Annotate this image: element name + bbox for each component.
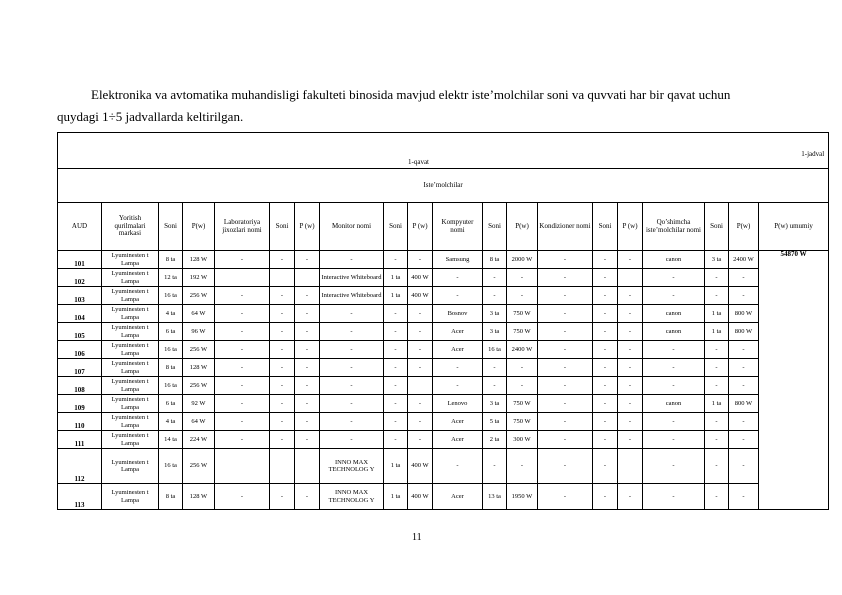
cell-light: Lyuminesten t Lampa xyxy=(102,269,159,287)
cell-lab: - xyxy=(215,323,270,341)
cell-p6: - xyxy=(729,359,759,377)
cell-light: Lyuminesten t Lampa xyxy=(102,305,159,323)
consumers-label: Iste’molchilar xyxy=(58,169,829,203)
cell-ext: canon xyxy=(643,305,705,323)
cell-p5: - xyxy=(618,431,643,449)
cell-n4: 16 ta xyxy=(483,341,507,359)
cell-mon: - xyxy=(320,323,384,341)
column-header: Soni xyxy=(384,203,408,251)
cell-pc: Acer xyxy=(433,413,483,431)
cell-p5: - xyxy=(618,251,643,269)
cell-p6: - xyxy=(729,269,759,287)
cell-p5: - xyxy=(618,395,643,413)
cell-p3: - xyxy=(408,305,433,323)
cell-p5: - xyxy=(618,287,643,305)
cell-mon: INNO MAX TECHNOLOG Y xyxy=(320,449,384,484)
cell-n2: - xyxy=(270,341,295,359)
table-row xyxy=(58,305,829,323)
column-header: Qo’shimcha iste’molchilar nomi xyxy=(643,203,705,251)
table-row xyxy=(58,395,829,413)
cell-mon: - xyxy=(320,251,384,269)
cell-p6: 800 W xyxy=(729,395,759,413)
cell-n3: 1 ta xyxy=(384,269,408,287)
cell-p4: 1950 W xyxy=(507,484,538,510)
cell-n5: - xyxy=(593,287,618,305)
column-header: P(w) xyxy=(507,203,538,251)
cell-n6: 1 ta xyxy=(705,305,729,323)
column-header: Soni xyxy=(593,203,618,251)
cell-n1: 16 ta xyxy=(159,341,183,359)
cell-n6: 3 ta xyxy=(705,251,729,269)
column-header: Soni xyxy=(483,203,507,251)
cell-light: Lyuminesten t Lampa xyxy=(102,449,159,484)
cell-lab: - xyxy=(215,377,270,395)
cell-p3: - xyxy=(408,431,433,449)
cell-p2: - xyxy=(295,377,320,395)
cell-p3 xyxy=(408,377,433,395)
cell-p1: 128 W xyxy=(183,359,215,377)
column-header: P (w) xyxy=(408,203,433,251)
cell-lab: - xyxy=(215,305,270,323)
cell-ac: - xyxy=(538,287,593,305)
cell-n3: - xyxy=(384,251,408,269)
cell-p4: - xyxy=(507,377,538,395)
cell-lab: - xyxy=(215,287,270,305)
cell-mon: - xyxy=(320,305,384,323)
cell-n3: - xyxy=(384,395,408,413)
cell-p2 xyxy=(295,269,320,287)
cell-p4: - xyxy=(507,287,538,305)
cell-mon: - xyxy=(320,395,384,413)
cell-n6: 1 ta xyxy=(705,323,729,341)
cell-n6: - xyxy=(705,377,729,395)
column-header: P(w) umumiy xyxy=(759,203,829,251)
cell-p2: - xyxy=(295,484,320,510)
cell-pc: - xyxy=(433,359,483,377)
cell-n5: - xyxy=(593,431,618,449)
cell-p3: 400 W xyxy=(408,449,433,484)
cell-ext: - xyxy=(643,449,705,484)
cell-n1: 12 ta xyxy=(159,269,183,287)
cell-ac: - xyxy=(538,323,593,341)
cell-light: Lyuminesten t Lampa xyxy=(102,431,159,449)
cell-n2: - xyxy=(270,431,295,449)
cell-mon: INNO MAX TECHNOLOG Y xyxy=(320,484,384,510)
consumers-row xyxy=(58,169,829,203)
cell-p5: - xyxy=(618,341,643,359)
cell-p1: 256 W xyxy=(183,449,215,484)
cell-pc: Acer xyxy=(433,484,483,510)
cell-n2: - xyxy=(270,395,295,413)
cell-ac: - xyxy=(538,431,593,449)
cell-p6: 800 W xyxy=(729,323,759,341)
table-row xyxy=(58,431,829,449)
cell-n5: - xyxy=(593,269,618,287)
cell-mon: - xyxy=(320,359,384,377)
cell-n3: 1 ta xyxy=(384,287,408,305)
cell-ac: - xyxy=(538,269,593,287)
cell-ext: - xyxy=(643,287,705,305)
cell-n6: - xyxy=(705,449,729,484)
cell-n6: - xyxy=(705,484,729,510)
cell-pc: - xyxy=(433,287,483,305)
cell-mon: - xyxy=(320,413,384,431)
cell-p6: - xyxy=(729,431,759,449)
cell-p4: 300 W xyxy=(507,431,538,449)
cell-n1: 4 ta xyxy=(159,305,183,323)
cell-p5: - xyxy=(618,305,643,323)
cell-p2: - xyxy=(295,359,320,377)
cell-n4: 3 ta xyxy=(483,395,507,413)
cell-n2 xyxy=(270,449,295,484)
cell-p6: - xyxy=(729,449,759,484)
cell-n3: 1 ta xyxy=(384,449,408,484)
cell-n6: - xyxy=(705,341,729,359)
cell-n4: - xyxy=(483,287,507,305)
cell-p2: - xyxy=(295,395,320,413)
cell-light: Lyuminesten t Lampa xyxy=(102,413,159,431)
cell-ext: - xyxy=(643,359,705,377)
cell-p2: - xyxy=(295,431,320,449)
cell-p1: 256 W xyxy=(183,377,215,395)
cell-lab: - xyxy=(215,395,270,413)
cell-ext: canon xyxy=(643,395,705,413)
column-header: Soni xyxy=(159,203,183,251)
table-row xyxy=(58,251,829,269)
cell-ext: canon xyxy=(643,323,705,341)
cell-p3: - xyxy=(408,341,433,359)
cell-p4: - xyxy=(507,359,538,377)
cell-n1: 6 ta xyxy=(159,323,183,341)
cell-n2: - xyxy=(270,287,295,305)
cell-lab: - xyxy=(215,359,270,377)
column-header: Kondizioner nomi xyxy=(538,203,593,251)
cell-p3: 400 W xyxy=(408,269,433,287)
cell-n6: - xyxy=(705,413,729,431)
cell-lab: - xyxy=(215,413,270,431)
cell-p5: - xyxy=(618,484,643,510)
cell-pc: Bosnov xyxy=(433,305,483,323)
table-row xyxy=(58,377,829,395)
cell-p2: - xyxy=(295,287,320,305)
cell-p3: - xyxy=(408,251,433,269)
cell-p2: - xyxy=(295,341,320,359)
header-row xyxy=(58,203,829,251)
cell-p3: - xyxy=(408,413,433,431)
total-power-cell: 54870 W xyxy=(759,251,829,510)
aud-cell: 107 xyxy=(58,359,102,377)
table-row xyxy=(58,484,829,510)
cell-pc: Acer xyxy=(433,431,483,449)
cell-p5 xyxy=(618,269,643,287)
cell-ac: - xyxy=(538,377,593,395)
cell-ac: - xyxy=(538,341,593,359)
cell-light: Lyuminesten t Lampa xyxy=(102,341,159,359)
column-header: Laboratoriya jixozlari nomi xyxy=(215,203,270,251)
cell-p5: - xyxy=(618,413,643,431)
cell-n5: - xyxy=(593,251,618,269)
cell-lab xyxy=(215,449,270,484)
column-header: P (w) xyxy=(295,203,320,251)
cell-n1: 8 ta xyxy=(159,251,183,269)
cell-p3: 400 W xyxy=(408,287,433,305)
cell-p1: 92 W xyxy=(183,395,215,413)
cell-p1: 128 W xyxy=(183,251,215,269)
cell-p2 xyxy=(295,449,320,484)
cell-p4: - xyxy=(507,449,538,484)
cell-mon: - xyxy=(320,377,384,395)
cell-n1: 14 ta xyxy=(159,431,183,449)
cell-p2: - xyxy=(295,413,320,431)
cell-n2: - xyxy=(270,359,295,377)
cell-p4: - xyxy=(507,269,538,287)
cell-p2: - xyxy=(295,305,320,323)
cell-p6: - xyxy=(729,484,759,510)
cell-n4: 3 ta xyxy=(483,305,507,323)
column-header: Soni xyxy=(270,203,295,251)
cell-pc: - xyxy=(433,449,483,484)
cell-n5: - xyxy=(593,484,618,510)
cell-n5: - xyxy=(593,413,618,431)
cell-n1: 16 ta xyxy=(159,287,183,305)
cell-n3: - xyxy=(384,431,408,449)
aud-cell: 112 xyxy=(58,449,102,484)
cell-n5: - xyxy=(593,341,618,359)
table-row xyxy=(58,287,829,305)
cell-p4: 750 W xyxy=(507,323,538,341)
aud-cell: 102 xyxy=(58,269,102,287)
aud-cell: 101 xyxy=(58,251,102,269)
cell-light: Lyuminesten t Lampa xyxy=(102,251,159,269)
cell-n6: - xyxy=(705,359,729,377)
floor-label: 1-qavat xyxy=(408,158,429,166)
cell-p5: - xyxy=(618,323,643,341)
cell-n1: 16 ta xyxy=(159,449,183,484)
cell-p1: 64 W xyxy=(183,305,215,323)
caption-row xyxy=(58,133,829,169)
cell-n2: - xyxy=(270,251,295,269)
cell-light: Lyuminesten t Lampa xyxy=(102,377,159,395)
aud-cell: 113 xyxy=(58,484,102,510)
cell-ext: - xyxy=(643,377,705,395)
cell-p1: 224 W xyxy=(183,431,215,449)
cell-lab: - xyxy=(215,431,270,449)
cell-n3: - xyxy=(384,359,408,377)
cell-n4: - xyxy=(483,359,507,377)
cell-n6: 1 ta xyxy=(705,395,729,413)
cell-p1: 64 W xyxy=(183,413,215,431)
column-header: Yoritish qurilmalari markasi xyxy=(102,203,159,251)
column-header: P(w) xyxy=(183,203,215,251)
cell-mon: - xyxy=(320,341,384,359)
cell-n5: - xyxy=(593,395,618,413)
cell-n2: - xyxy=(270,413,295,431)
cell-p6: - xyxy=(729,341,759,359)
cell-p3: 400 W xyxy=(408,484,433,510)
cell-n3: - xyxy=(384,377,408,395)
cell-n4: 5 ta xyxy=(483,413,507,431)
page-number: 11 xyxy=(412,532,422,543)
cell-ext: - xyxy=(643,269,705,287)
cell-p1: 192 W xyxy=(183,269,215,287)
intro-line-2: quydagi 1÷5 jadvallarda keltirilgan. xyxy=(57,109,244,124)
cell-n4: 2 ta xyxy=(483,431,507,449)
cell-ac: - xyxy=(538,305,593,323)
column-header: P(w) xyxy=(729,203,759,251)
cell-pc: - xyxy=(433,377,483,395)
cell-lab: - xyxy=(215,341,270,359)
cell-p1: 256 W xyxy=(183,341,215,359)
cell-lab: - xyxy=(215,251,270,269)
aud-cell: 105 xyxy=(58,323,102,341)
table-row xyxy=(58,323,829,341)
cell-n1: 16 ta xyxy=(159,377,183,395)
cell-p1: 256 W xyxy=(183,287,215,305)
cell-p6: - xyxy=(729,413,759,431)
cell-ext: - xyxy=(643,341,705,359)
cell-ac: - xyxy=(538,484,593,510)
cell-mon: - xyxy=(320,431,384,449)
cell-n5: - xyxy=(593,449,618,484)
aud-cell: 108 xyxy=(58,377,102,395)
aud-cell: 106 xyxy=(58,341,102,359)
cell-n6: - xyxy=(705,287,729,305)
table-row xyxy=(58,413,829,431)
cell-lab: - xyxy=(215,484,270,510)
cell-ext: - xyxy=(643,413,705,431)
table-row xyxy=(58,341,829,359)
intro-paragraph xyxy=(57,84,797,128)
consumers-table xyxy=(57,132,829,510)
table-row xyxy=(58,449,829,484)
cell-light: Lyuminesten t Lampa xyxy=(102,287,159,305)
cell-n5: - xyxy=(593,305,618,323)
cell-n3: - xyxy=(384,341,408,359)
aud-cell: 109 xyxy=(58,395,102,413)
cell-n5: - xyxy=(593,359,618,377)
table-number: 1-jadval xyxy=(801,150,825,158)
cell-p6: 800 W xyxy=(729,305,759,323)
cell-p2: - xyxy=(295,251,320,269)
cell-n4: - xyxy=(483,449,507,484)
aud-cell: 104 xyxy=(58,305,102,323)
cell-p3: - xyxy=(408,395,433,413)
cell-n2: - xyxy=(270,305,295,323)
cell-p4: 750 W xyxy=(507,395,538,413)
cell-lab xyxy=(215,269,270,287)
cell-pc: Samsung xyxy=(433,251,483,269)
cell-n4: - xyxy=(483,269,507,287)
column-header: P (w) xyxy=(618,203,643,251)
cell-n2: - xyxy=(270,377,295,395)
cell-light: Lyuminesten t Lampa xyxy=(102,323,159,341)
cell-p3: - xyxy=(408,359,433,377)
cell-p1: 128 W xyxy=(183,484,215,510)
cell-n6: - xyxy=(705,269,729,287)
column-header: AUD xyxy=(58,203,102,251)
cell-light: Lyuminesten t Lampa xyxy=(102,484,159,510)
cell-ac: - xyxy=(538,359,593,377)
cell-p5: - xyxy=(618,359,643,377)
cell-n2: - xyxy=(270,484,295,510)
cell-ext: canon xyxy=(643,251,705,269)
cell-n6: - xyxy=(705,431,729,449)
cell-ac: - xyxy=(538,395,593,413)
column-header: Monitor nomi xyxy=(320,203,384,251)
cell-p4: 2000 W xyxy=(507,251,538,269)
cell-ac: - xyxy=(538,251,593,269)
cell-ac: - xyxy=(538,449,593,484)
intro-line-1: Elektronika va avtomatika muhandisligi fakulteti binosida mavjud elektr iste’molchilar soni va quvvati har bir qavat uchun xyxy=(91,87,731,102)
cell-p2: - xyxy=(295,323,320,341)
cell-light: Lyuminesten t Lampa xyxy=(102,395,159,413)
cell-p5 xyxy=(618,449,643,484)
cell-n3: 1 ta xyxy=(384,484,408,510)
aud-cell: 110 xyxy=(58,413,102,431)
cell-n2: - xyxy=(270,323,295,341)
cell-p6: 2400 W xyxy=(729,251,759,269)
cell-ext: - xyxy=(643,484,705,510)
cell-n3: - xyxy=(384,323,408,341)
cell-n1: 8 ta xyxy=(159,484,183,510)
cell-n4: - xyxy=(483,377,507,395)
cell-p4: 2400 W xyxy=(507,341,538,359)
cell-n3: - xyxy=(384,413,408,431)
cell-n3: - xyxy=(384,305,408,323)
cell-p4: 750 W xyxy=(507,413,538,431)
aud-cell: 103 xyxy=(58,287,102,305)
cell-ext: - xyxy=(643,431,705,449)
cell-pc: Lenovo xyxy=(433,395,483,413)
cell-n1: 4 ta xyxy=(159,413,183,431)
cell-pc: Acer xyxy=(433,341,483,359)
cell-ac: - xyxy=(538,413,593,431)
cell-p6: - xyxy=(729,377,759,395)
table-row xyxy=(58,359,829,377)
cell-n1: 6 ta xyxy=(159,395,183,413)
aud-cell: 111 xyxy=(58,431,102,449)
cell-n2 xyxy=(270,269,295,287)
cell-n5: - xyxy=(593,377,618,395)
table-row xyxy=(58,269,829,287)
cell-p3: - xyxy=(408,323,433,341)
cell-n5: - xyxy=(593,323,618,341)
cell-p6: - xyxy=(729,287,759,305)
cell-n4: 3 ta xyxy=(483,323,507,341)
cell-p1: 96 W xyxy=(183,323,215,341)
cell-pc: Acer xyxy=(433,323,483,341)
cell-n1: 8 ta xyxy=(159,359,183,377)
column-header: Kompyuter nomi xyxy=(433,203,483,251)
cell-mon: Interactive Whiteboard xyxy=(320,269,384,287)
cell-p4: 750 W xyxy=(507,305,538,323)
cell-light: Lyuminesten t Lampa xyxy=(102,359,159,377)
cell-pc: - xyxy=(433,269,483,287)
cell-mon: Interactive Whiteboard xyxy=(320,287,384,305)
cell-p5: - xyxy=(618,377,643,395)
cell-n4: 8 ta xyxy=(483,251,507,269)
column-header: Soni xyxy=(705,203,729,251)
cell-n4: 13 ta xyxy=(483,484,507,510)
